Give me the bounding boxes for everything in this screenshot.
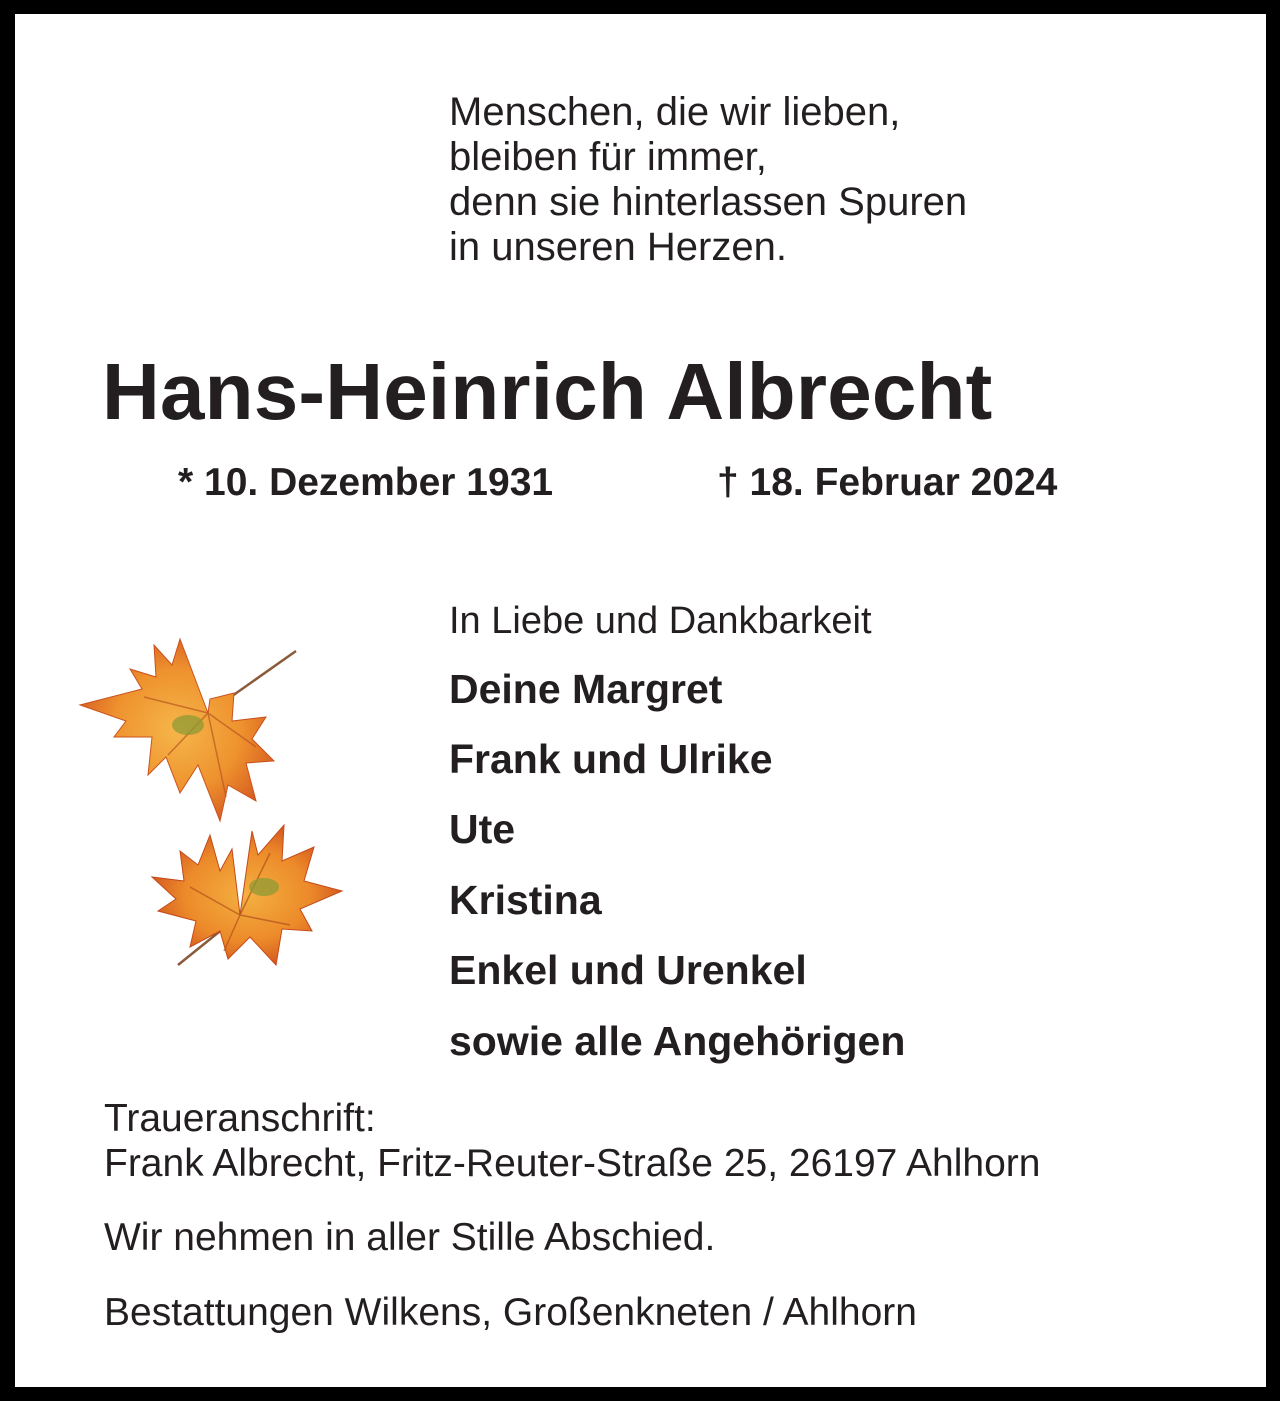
motto-verse: [449, 90, 967, 270]
farewell-note: Wir nehmen in aller Stille Abschied.: [104, 1216, 716, 1259]
motto-line: denn sie hinterlassen Spuren: [449, 180, 968, 224]
motto-line: Menschen, die wir lieben,: [449, 90, 901, 134]
mourner-name: Ute: [449, 806, 516, 852]
mourner-name: Frank und Ulrike: [449, 736, 773, 782]
mourner-name: Deine Margret: [449, 666, 723, 712]
maple-leaves-icon: [60, 625, 370, 985]
address-value: Frank Albrecht, Fritz-Reuter-Straße 25, 26197 Ahlhorn: [104, 1142, 1041, 1185]
mourners-intro: In Liebe und Dankbarkeit: [449, 600, 872, 642]
motto-line: in unseren Herzen.: [449, 225, 787, 269]
mourner-name: sowie alle Angehörigen: [449, 1018, 906, 1064]
undertaker-name: Bestattungen Wilkens, Großenkneten / Ahlhorn: [104, 1291, 917, 1334]
death-date: † 18. Februar 2024: [717, 461, 1058, 504]
address-label: Traueranschrift:: [104, 1097, 376, 1140]
birth-date: * 10. Dezember 1931: [178, 461, 554, 504]
mourner-name: Kristina: [449, 877, 602, 923]
mourner-name: Enkel und Urenkel: [449, 947, 807, 993]
deceased-name: Hans-Heinrich Albrecht: [102, 347, 993, 436]
maple-leaf-icon: [80, 639, 296, 821]
mourning-address: [104, 1096, 1040, 1186]
motto-line: bleiben für immer,: [449, 135, 767, 179]
maple-leaf-icon: [152, 825, 342, 965]
